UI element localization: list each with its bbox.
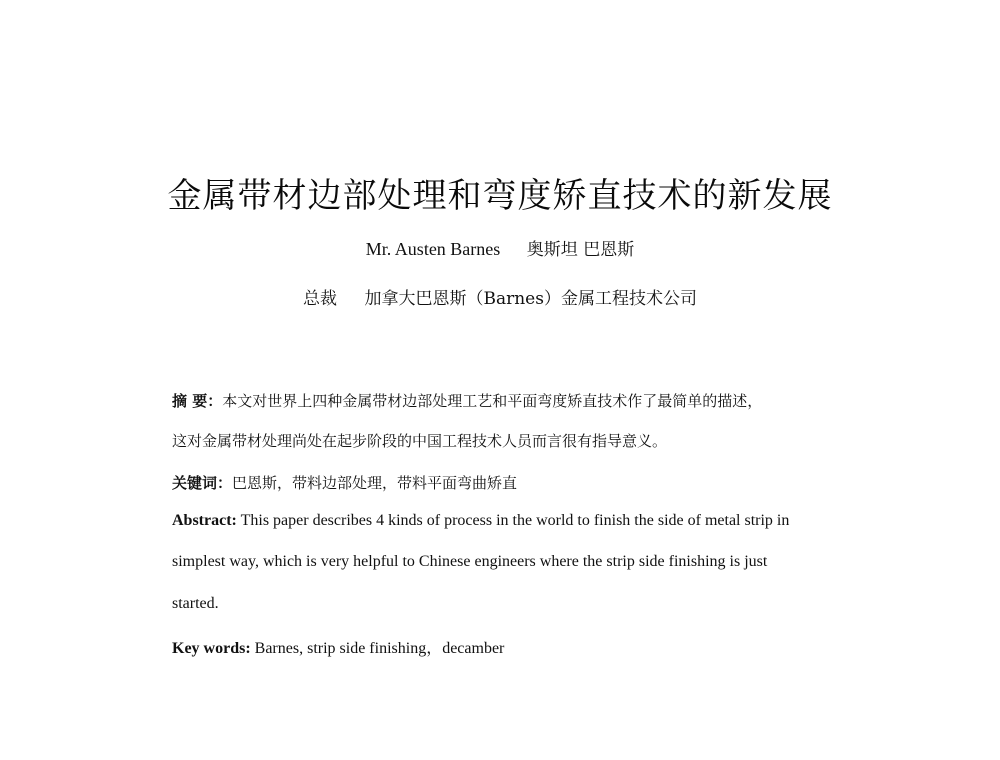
author-position: 总裁: [303, 289, 338, 309]
abstract-cn-label: 摘 要：: [172, 392, 223, 410]
keywords-cn-label: 关键词：: [172, 474, 233, 492]
abstract-en-line-3: [172, 595, 862, 613]
abstract-cn-text-1: 本文对世界上四种金属带材边部处理工艺和平面弯度矫直技术作了最简单的描述，: [222, 392, 763, 410]
abstract-en-label: Abstract:: [172, 512, 237, 529]
keywords-cn: [172, 472, 862, 493]
keywords-en-label: Key words:: [172, 640, 251, 657]
abstract-en-text-2: simplest way, which is very helpful to Chinese engineers where the strip side finishing is just: [172, 553, 768, 570]
abstract-en-line-1: [172, 512, 862, 530]
author-name-cn: 奥斯坦 巴恩斯: [526, 240, 635, 260]
paper-title: 金属带材边部处理和弯度矫直技术的新发展: [167, 176, 833, 216]
abstract-cn-text-2: 这对金属带材处理尚处在起步阶段的中国工程技术人员而言很有指导意义。: [172, 432, 668, 450]
abstract-en-text-3: started.: [172, 595, 219, 612]
abstract-en-text-1: This paper describes 4 kinds of process in the world to finish the side of metal strip in: [240, 512, 790, 529]
author-line: [0, 235, 1000, 260]
keywords-en: [172, 635, 862, 658]
abstract-cn-line-2: [172, 430, 862, 451]
keywords-cn-text: 巴恩斯，带料边部处理，带料平面弯曲矫直: [232, 474, 518, 492]
author-company: 加拿大巴恩斯（Barnes）金属工程技术公司: [364, 289, 697, 309]
keywords-en-text: Barnes, strip side finishing，decamber: [254, 640, 505, 657]
affiliation-line: [0, 284, 1000, 309]
author-name-en: Mr. Austen Barnes: [365, 239, 501, 259]
abstract-en-line-2: [172, 553, 862, 571]
abstract-cn-line-1: [172, 390, 862, 411]
